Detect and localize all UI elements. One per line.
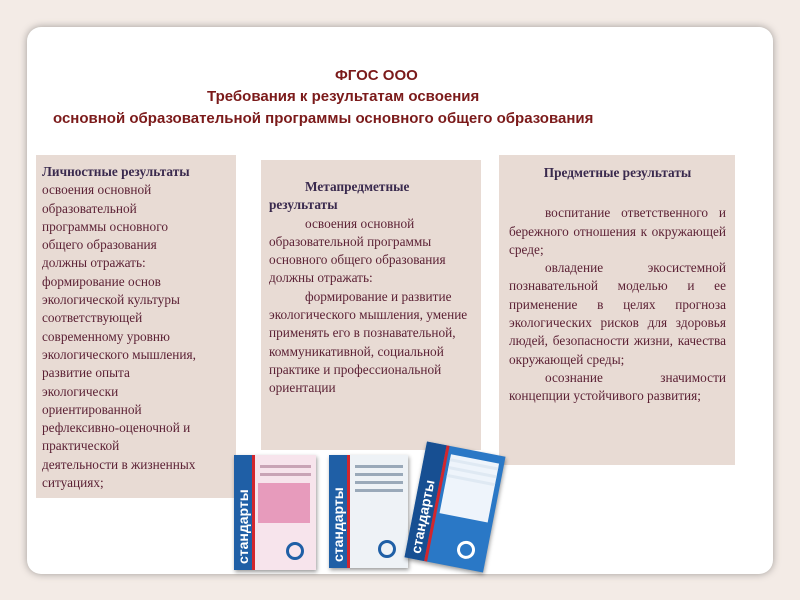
book-spine-label: стандарты xyxy=(407,478,438,555)
personal-results-title: Личностные результаты xyxy=(42,164,190,179)
book-stripe xyxy=(252,455,255,570)
personal-results-line: практической xyxy=(42,438,120,454)
personal-results-line: общего образования xyxy=(42,237,157,253)
personal-results-line: программы основного xyxy=(42,218,168,234)
personal-results-panel xyxy=(36,155,236,498)
personal-results-line: деятельности в жизненных xyxy=(42,456,196,472)
personal-results-line: экологической культуры xyxy=(42,292,180,308)
book-spine xyxy=(329,455,347,568)
meta-results-panel xyxy=(261,160,481,450)
personal-results-line: экологически xyxy=(42,383,119,399)
title-line-2: Требования к результатам освоения xyxy=(207,88,480,105)
personal-results-line: должны отражать: xyxy=(42,255,146,271)
personal-results-line: развитие опыта xyxy=(42,365,130,381)
book-spine-label: стандарты xyxy=(235,489,251,564)
book-cover-1 xyxy=(234,455,316,570)
subject-results-panel xyxy=(499,155,735,465)
personal-results-line: образовательной xyxy=(42,200,137,216)
personal-results-line: экологического мышления, xyxy=(42,346,196,362)
personal-results-line: рефлексивно-оценочной и xyxy=(42,420,191,436)
subject-results-title: Предметные результаты xyxy=(543,165,692,180)
meta-results-title: Метапредметные результаты xyxy=(269,179,410,213)
book-title-lines xyxy=(260,465,311,481)
personal-results-line: современному уровню xyxy=(42,328,170,344)
title-line-3: основной образовательной программы основного общего образования xyxy=(53,110,594,127)
title-line-1: ФГОС ООО xyxy=(335,67,418,84)
personal-results-line: соответствующей xyxy=(42,310,143,326)
book-spine-label: стандарты xyxy=(330,487,346,562)
book-spine xyxy=(234,455,252,570)
subject-item-2: овладение экосистемной познавательной моделью и ее применение в целях прогноза экологических рисков для здоровья людей, безопасности жизни, качества окружающей среды; xyxy=(509,260,726,367)
meta-results-intro: освоения основной образовательной программы основного общего образования должны отражать: xyxy=(269,215,446,286)
meta-results-body: формирование и развитие экологического мышления, умение применять его в познавательной, коммуникативной, социальной практике и профессиональной ориентации xyxy=(269,288,468,396)
book-title-box xyxy=(258,483,310,523)
subject-item-3: осознание значимости концепции устойчивого развития; xyxy=(509,369,726,404)
personal-results-line: освоения основной xyxy=(42,182,152,198)
personal-results-text xyxy=(42,181,230,492)
personal-results-line: ориентированной xyxy=(42,401,142,417)
book-title-lines xyxy=(355,465,403,497)
book-logo-icon xyxy=(455,539,476,560)
subject-item-1: воспитание ответственного и бережного отношения к окружающей среде; xyxy=(509,205,726,257)
book-logo-icon xyxy=(378,540,396,558)
book-stripe xyxy=(347,455,350,568)
book-cover-2 xyxy=(329,455,408,568)
personal-results-line: ситуациях; xyxy=(42,475,104,491)
personal-results-line: формирование основ xyxy=(42,273,161,289)
book-logo-icon xyxy=(286,542,304,560)
